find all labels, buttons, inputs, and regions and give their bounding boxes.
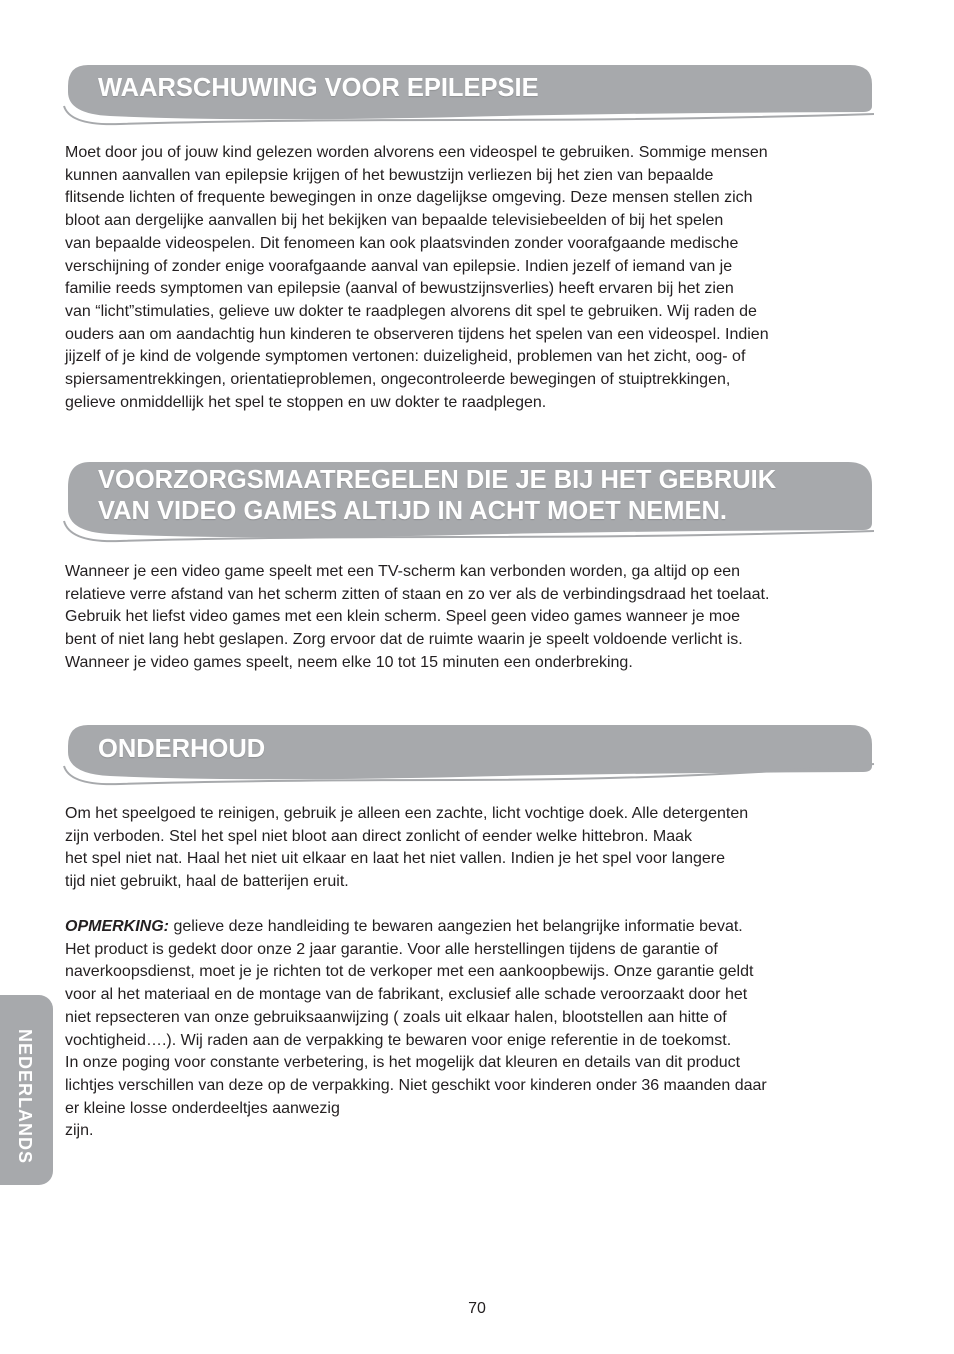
text-line: relatieve verre afstand van het scherm zitten of staan en zo ver als de verbindingsdraad het toelaat. bbox=[65, 585, 770, 603]
section-title bbox=[98, 465, 860, 527]
note-label: OPMERKING: bbox=[65, 918, 169, 935]
note-first-line bbox=[65, 916, 875, 939]
section-banner-maintenance bbox=[60, 722, 880, 792]
maintenance-paragraph bbox=[65, 803, 875, 894]
text-line: Wanneer je video games speelt, neem elke 10 tot 15 minuten een onderbreking. bbox=[65, 653, 633, 671]
text-line: verschijning of zonder enige voorafgaande aanval van epilepsie. Indien jezelf of iemand van je bbox=[65, 257, 733, 275]
text-line: jijzelf of je kind de volgende symptomen vertonen: duizeligheid, problemen van het zicht, oog- of bbox=[65, 348, 746, 366]
section-title: ONDERHOUD bbox=[98, 735, 266, 763]
section-title: WAARSCHUWING VOOR EPILEPSIE bbox=[98, 74, 539, 102]
text-line: er kleine losse onderdeeltjes aanwezig bbox=[65, 1099, 340, 1117]
text-line: van bepaalde videospelen. Dit fenomeen kan ook plaatsvinden zonder voorafgaande medische bbox=[65, 234, 739, 252]
text-line: bent of niet lang hebt geslapen. Zorg ervoor dat de ruimte waarin je speelt voldoende verlicht is. bbox=[65, 631, 743, 649]
text-line: gelieve onmiddellijk het spel te stoppen en uw dokter te raadplegen. bbox=[65, 393, 547, 411]
section-banner-epilepsy bbox=[60, 62, 880, 132]
text-line: Moet door jou of jouw kind gelezen worden alvorens een videospel te gebruiken. Sommige mensen bbox=[65, 144, 768, 161]
epilepsy-paragraph bbox=[65, 142, 875, 414]
text-line: voor al het materiaal en de montage van de fabrikant, exclusief alle schade veroorzaakt door het bbox=[65, 986, 748, 1004]
text-line: kunnen aanvallen van epilepsie krijgen of het bewustzijn verliezen bij het zien van bepaalde bbox=[65, 166, 714, 184]
text-line: Om het speelgoed te reinigen, gebruik je alleen een zachte, licht vochtige doek. Alle detergenten bbox=[65, 805, 749, 822]
language-label: NEDERLANDS bbox=[15, 1029, 35, 1165]
text-line: zijn. bbox=[65, 1122, 94, 1140]
text-line: familie reeds symptomen van epilepsie (aanval of bewustzijnsverlies) heeft ervaren bij het zien bbox=[65, 280, 734, 298]
section-banner-precautions bbox=[60, 459, 880, 549]
text-line: niet repsecteren van onze gebruiksaanwijzing ( zoals uit elkaar halen, blootstellen aan hitte of bbox=[65, 1008, 727, 1026]
text-line: van “licht”stimulaties, gelieve uw dokter te raadplegen alvorens dit spel te gebruiken. Wij raden de bbox=[65, 302, 757, 320]
text-line: ouders aan om aandachtig hun kinderen te observeren tijdens het spelen van een videospel. Indien bbox=[65, 325, 769, 343]
text-line: spiersamentrekkingen, orientatieproblemen, ongecontroleerde bewegingen of stuiptrekkingen, bbox=[65, 371, 731, 389]
text-line: het spel niet nat. Haal het niet uit elkaar en laat het niet vallen. Indien je het spel voor langere bbox=[65, 850, 725, 868]
text-line: lichtjes verschillen van deze op de verpakking. Niet geschikt voor kinderen onder 36 maanden daar bbox=[65, 1076, 767, 1094]
text-line: Het product is gedekt door onze 2 jaar garantie. Voor alle herstellingen tijdens de garantie of bbox=[65, 940, 718, 958]
text-line: naverkoopsdienst, moet je je richten tot de verkoper met een aankoopbewijs. Onze garantie geldt bbox=[65, 963, 754, 981]
text-line: tijd niet gebruikt, haal de batterijen eruit. bbox=[65, 873, 349, 891]
text-line: zijn verboden. Stel het spel niet bloot aan direct zonlicht of eender welke hittebron. Maak bbox=[65, 827, 693, 845]
text-line: In onze poging voor constante verbetering, is het mogelijk dat kleuren en details van dit product bbox=[65, 1054, 741, 1072]
page-number: 70 bbox=[468, 1300, 486, 1317]
text-line: Wanneer je een video game speelt met een TV-scherm kan verbonden worden, ga altijd op een bbox=[65, 563, 741, 580]
precautions-paragraph bbox=[65, 561, 875, 675]
section-title-line: VOORZORGSMAATREGELEN DIE JE BIJ HET GEBRUIK bbox=[98, 466, 777, 494]
note-paragraph bbox=[65, 916, 875, 1143]
text-line: bloot aan dergelijke aanvallen bij het bekijken van bepaalde televisiebeelden of bij het spelen bbox=[65, 212, 724, 230]
note-first-line-text: gelieve deze handleiding te bewaren aangezien het belangrijke informatie bevat. bbox=[169, 918, 743, 935]
section-title-line: VAN VIDEO GAMES ALTIJD IN ACHT MOET NEMEN. bbox=[98, 497, 728, 525]
text-line: flitsende lichten of frequente bewegingen in onze dagelijkse omgeving. Deze mensen stellen zich bbox=[65, 189, 753, 207]
text-line: vochtigheid….). Wij raden aan de verpakking te bewaren voor enige referentie in de toekomst. bbox=[65, 1031, 732, 1049]
language-side-tab bbox=[0, 995, 53, 1185]
text-line: Gebruik het liefst video games met een klein scherm. Speel geen video games wanneer je moe bbox=[65, 608, 741, 626]
